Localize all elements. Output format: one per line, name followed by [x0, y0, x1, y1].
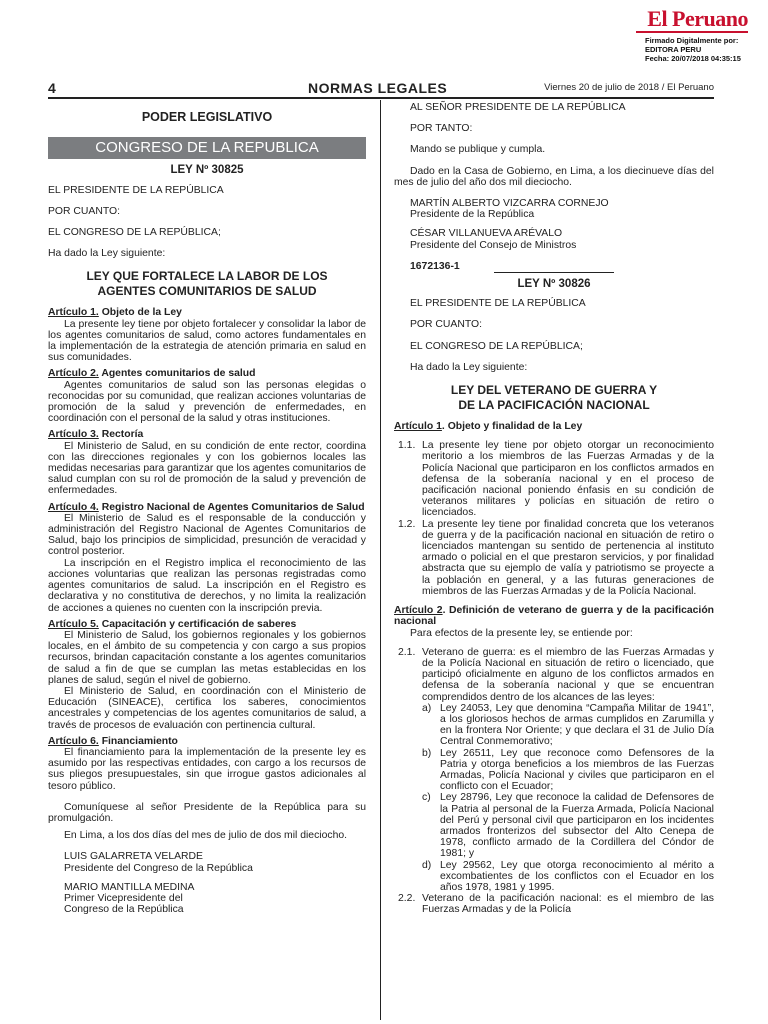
article-heading [48, 619, 366, 630]
article-body: El financiamiento para la implementación de la presente ley es asumido por las respectivas entidades, con cargo a los recursos de sus pliegos presupuestales, sin que irrogue gastos adicionales al tesoro público. [48, 746, 366, 792]
article-heading [48, 736, 366, 747]
article-heading [394, 605, 714, 627]
por-cuanto: POR CUANTO: [48, 205, 120, 217]
item-text: La presente ley tiene por finalidad concreta que los veteranos de guerra y de la pacificación nacional en situación de retiro o licenciados mantengan su sentido de pertenencia al instituto armado o policial en el que prestaron servicios, y por finalidad abstracta que su ejemplo de valía y patriotismo se proyecte a la población en general, y a las futuras generaciones de miembros de las Fuerzas Armadas y de la Policía Nacional. [422, 518, 714, 597]
article-heading [48, 502, 366, 513]
signatory-name: LUIS GALARRETA VELARDE [64, 851, 203, 863]
dado-line: Dado en la Casa de Gobierno, en Lima, a los diecinueve días del mes de julio del año dos mil dieciocho. [394, 165, 714, 188]
signatory-name: CÉSAR VILLANUEVA ARÉVALO [410, 228, 563, 240]
numbered-item [394, 647, 714, 703]
section-title: NORMAS LEGALES [308, 80, 448, 96]
law-number: LEY Nº 30826 [517, 278, 591, 291]
item-text: Veterano de la pacificación nacional: es el miembro de las Fuerzas Armadas y de la Policía [422, 893, 714, 916]
al-senor-line: AL SEÑOR PRESIDENTE DE LA REPÚBLICA [410, 102, 626, 113]
law-title-line: LEY QUE FORTALECE LA LABOR DE LOS [86, 269, 328, 284]
header-date: Viernes 20 de julio de 2018 / El Peruano [544, 82, 714, 93]
numbered-item [394, 519, 714, 597]
por-tanto: POR TANTO: [410, 123, 473, 135]
congreso-banner: CONGRESO DE LA REPUBLICA [48, 137, 366, 159]
article-intro: Para efectos de la presente ley, se entiende por: [410, 627, 633, 639]
item-number: 2.1. [398, 646, 416, 658]
signature-line: Fecha: 20/07/2018 04:35:15 [645, 54, 741, 63]
page-header [48, 80, 714, 96]
article-label: Artículo 2. [48, 368, 99, 380]
lettered-item [394, 748, 714, 793]
signatory-role: Primer Vicepresidente del [64, 892, 183, 904]
signatory-name: MARTÍN ALBERTO VIZCARRA CORNEJO [410, 198, 609, 210]
law-title [48, 269, 366, 299]
article-heading [394, 421, 714, 432]
section-heading: PODER LEGISLATIVO [141, 110, 273, 124]
article-title: Objeto de la Ley [98, 307, 182, 319]
column-divider [380, 100, 381, 1020]
article-label: Artículo 1. [48, 307, 99, 319]
law-title-line: LEY DEL VETERANO DE GUERRA Y [450, 383, 658, 398]
article-body: El Ministerio de Salud, los gobiernos regionales y los gobiernos locales, en el ámbito de su competencia y con cargo a sus propios recursos, brindan capacitación constante a los agentes comunitarios de salud a fin de que se cumplan las metas establecidas en los planes de salud, según el nivel de gobierno. [48, 629, 366, 686]
signature-line: EDITORA PERU [645, 45, 702, 54]
item-number: 1.2. [398, 518, 416, 530]
item-text: Ley 29562, Ley que otorga reconocimiento al mérito a excombatientes de los conflictos con el Ecuador en los años 1978, 1981 y 1995. [440, 859, 714, 893]
article-body: La inscripción en el Registro implica el reconocimiento de las acciones voluntarias que realizan las personas registradas como agentes comunitarios de salud. La inscripción en el Registro es declarativa y no constitutiva de derechos, y no limita la realización de acciones a quienes no cuenten con la inscripción previa. [48, 557, 366, 614]
por-cuanto: POR CUANTO: [410, 319, 482, 331]
logo-rule [636, 31, 748, 33]
law-title-line: DE LA PACIFICACIÓN NACIONAL [458, 398, 650, 413]
item-text: Ley 28796, Ley que reconoce la calidad de Defensores de la Patria al personal de la Fuerza Armada, Policía Nacional del Perú y personal civil que participaron en los incidentes armados fronterizos del subsector del Alto Cenepa de 1978, conflicto armado de la Cordillera del Cóndor de 1981; y [440, 792, 714, 860]
article-body: El Ministerio de Salud es el responsable de la conducción y administración del Registro Nacional de Agentes Comunitarios de Salud, bajo los principios de simplicidad, presunción de veracidad y control posterior. [48, 512, 366, 558]
comuniquese: Comuníquese al señor Presidente de la República para su promulgación. [48, 801, 366, 824]
presidente-line: EL PRESIDENTE DE LA REPÚBLICA [410, 298, 586, 310]
lettered-item [394, 703, 714, 748]
publication-code: 1672136-1 [410, 260, 460, 272]
item-text: La presente ley tiene por objeto otorgar un reconocimiento meritorio a los miembros de las Fuerzas Armadas y de la Policía Nacional que participaron en los conflictos armados en defensa de la soberanía nacional y en el proceso de pacificación nacional poniendo énfasis en su condición de veteranos militares y policías en situación de retiro o licenciados. [422, 440, 714, 519]
item-text: Ley 24053, Ley que denomina “Campaña Militar de 1941”, a los gloriosos hechos de armas cumplidos en Zarumilla y en la frontera Nor Oriente; y que declara el 31 de Julio Día Central Conmemorativo; [440, 702, 714, 748]
article-title: Financiamiento [98, 735, 178, 747]
article-label: Artículo 6. [48, 735, 99, 747]
item-letter: c) [422, 792, 431, 804]
congreso-line: EL CONGRESO DE LA REPÚBLICA; [48, 227, 221, 239]
right-column [394, 102, 714, 916]
article-title: . Objeto y finalidad de la Ley [441, 421, 583, 433]
signatory-role: Presidente del Congreso de la República [64, 862, 253, 874]
item-text: Ley 26511, Ley que reconoce como Defensores de la Patria y otorga beneficios a los miembros de las Fuerzas Armadas, Policía Nacional y civiles que participaron en el conflicto con el Ecuador; [440, 747, 714, 793]
article-body: Agentes comunitarios de salud son las personas elegidas o reconocidas por su comunidad, que realizan acciones voluntarias de promoción de la salud y prevención de enfermedades, en coordinación con el personal de la salud y otras instituciones. [48, 379, 366, 425]
article-title: Agentes comunitarios de salud [98, 368, 256, 380]
article-label: Artículo 4. [48, 501, 99, 513]
article-label: Artículo 1 [394, 421, 442, 433]
article-title: . Definición de veterano de guerra y de la pacificación nacional [394, 605, 715, 628]
masthead [0, 0, 768, 75]
article-label: Artículo 2 [394, 605, 443, 617]
item-number: 2.2. [398, 893, 416, 905]
ha-dado-line: Ha dado la Ley siguiente: [410, 361, 528, 373]
digital-signature [645, 36, 741, 63]
article-label: Artículo 5. [48, 618, 99, 630]
item-letter: b) [422, 747, 432, 759]
ha-dado-line: Ha dado la Ley siguiente: [48, 248, 166, 260]
article-heading [48, 429, 366, 440]
article-heading [48, 368, 366, 379]
item-text: Veterano de guerra: es el miembro de las Fuerzas Armadas y de la Policía Nacional en situación de retiro o licenciado, que participó oficialmente en alguno de los conflictos armados en defensa de la soberanía nacional y que se encuentran comprendidos dentro de los alcances de las leyes: [422, 646, 714, 703]
signatory-role: Presidente del Consejo de Ministros [410, 239, 577, 251]
header-rule [48, 97, 714, 99]
signature-line: Firmado Digitalmente por: [645, 36, 739, 45]
item-letter: d) [422, 859, 432, 871]
presidente-line: EL PRESIDENTE DE LA REPÚBLICA [48, 184, 224, 196]
en-lima: En Lima, a los dos días del mes de julio de dos mil dieciocho. [64, 830, 348, 842]
signatory-role: Presidente de la República [410, 209, 535, 221]
numbered-item [394, 893, 714, 915]
numbered-item [394, 440, 714, 518]
article-body: El Ministerio de Salud, en su condición de ente rector, coordina con las direcciones regionales y con los gobiernos locales las medidas necesarias para garantizar que los agentes comunitarios de salud cumplan con su rol de promoción de la salud y prevención de enfermedades. [48, 440, 366, 497]
article-heading [48, 307, 366, 318]
el-peruano-logo: El Peruano [647, 6, 748, 31]
item-number: 1.1. [398, 440, 416, 452]
article-body: El Ministerio de Salud, en coordinación con el Ministerio de Educación (SINEACE), certifica los saberes, conocimientos ancestrales y competencias de los agentes comunitarios de salud, a través de procesos de evaluación con pertinencia cultural. [48, 685, 366, 731]
law-title-line: AGENTES COMUNITARIOS DE SALUD [97, 284, 317, 299]
mando-line: Mando se publique y cumpla. [410, 144, 546, 156]
item-letter: a) [422, 702, 432, 714]
lettered-item [394, 860, 714, 894]
lettered-item [394, 792, 714, 859]
signatory-name: MARIO MANTILLA MEDINA [64, 881, 195, 893]
law-title [394, 383, 714, 413]
article-title: Registro Nacional de Agentes Comunitarios de Salud [98, 501, 365, 513]
article-label: Artículo 3. [48, 429, 99, 441]
signatory-role: Congreso de la República [64, 904, 184, 916]
article-title: Rectoría [98, 429, 144, 441]
article-title: Capacitación y certificación de saberes [98, 618, 297, 630]
left-column [48, 102, 366, 915]
page-number: 4 [48, 80, 56, 96]
article-body: La presente ley tiene por objeto fortalecer y consolidar la labor de los agentes comunitarios de salud, como actores fundamentales en la implementación de la estrategia de atención primaria en salud en sus comunidades. [48, 318, 366, 364]
congreso-line: EL CONGRESO DE LA REPÚBLICA; [410, 340, 583, 352]
law-number: LEY Nº 30825 [170, 164, 244, 177]
separator-rule [494, 272, 614, 273]
